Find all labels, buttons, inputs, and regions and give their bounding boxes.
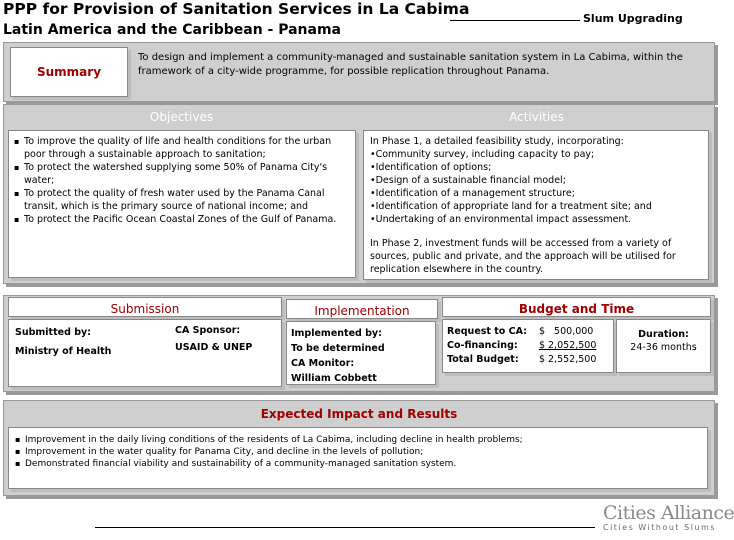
activity-item: •Design of a sustainable financial model; (370, 175, 566, 186)
budget-row-value: $ 500,000 (538, 326, 594, 337)
impact-item: ▪ Demonstrated financial viability and sustainability of a community-managed sanitation system. (15, 458, 701, 470)
budget-row-value: $ 2,052,500 (538, 340, 597, 351)
impact-header: Expected Impact and Results (260, 407, 458, 421)
activities-intro: In Phase 1, a detailed feasibility study, incorporating: (370, 136, 624, 147)
impact-item: ▪ Improvement in the water quality for Panama City, and decline in the levels of pollution; (15, 446, 701, 458)
footer-rule (95, 527, 595, 528)
summary-text: To design and implement a community-managed and sustainable sanitation system in La Cabima, within the framework of a city-wide programme, for possible replication throughout Panama. (138, 52, 683, 77)
objectives-activities-section (3, 104, 715, 284)
submitted-by-value: Ministry of Health (15, 346, 112, 357)
activity-item: •Identification of options; (370, 162, 492, 173)
submission-header: Submission (110, 302, 180, 316)
objective-item: ▪ To protect the Pacific Ocean Coastal Zones of the Gulf of Panama. (14, 213, 350, 226)
submission-box (8, 319, 282, 387)
objective-item: ▪ To improve the quality of life and health conditions for the urban poor through a sustainable approach to sanitation; (14, 135, 350, 161)
budget-table (447, 325, 600, 367)
summary-label-box (10, 47, 128, 97)
details-section (3, 295, 715, 392)
page-title: PPP for Provision of Sanitation Services in La Cabima (3, 0, 470, 18)
title-rule (450, 20, 580, 21)
budget-row-label: Request to CA: (447, 326, 527, 337)
budget-box (442, 319, 614, 373)
logo-tagline: Cities Without Slums (603, 523, 716, 532)
duration-value: 24-36 months (630, 342, 697, 353)
activities-phase2: In Phase 2, investment funds will be accessed from a variety of sources, public and private, and the approach will be utilised for replication elsewhere in the country. (370, 238, 676, 275)
objectives-list (14, 135, 350, 226)
objective-item: ▪ To protect the watershed supplying some 50% of Panama City's water; (14, 161, 350, 187)
budget-row (447, 353, 600, 367)
impact-item: ▪ Improvement in the daily living conditions of the residents of La Cabima, including decline in health problems; (15, 434, 701, 446)
activities-box (363, 130, 709, 280)
budget-row-label: Total Budget: (447, 354, 519, 365)
impact-section (3, 400, 715, 496)
budget-row-value: $ 2,552,500 (538, 354, 597, 365)
implemented-by-label: Implemented by: (291, 328, 382, 339)
impact-box (8, 427, 708, 489)
objectives-box (8, 130, 356, 278)
summary-label: Summary (36, 65, 102, 79)
objectives-header: Objectives (149, 110, 214, 124)
activity-item: •Undertaking of an environmental impact assessment. (370, 214, 632, 225)
ca-sponsor-value: USAID & UNEP (175, 342, 253, 353)
duration-label: Duration: (638, 329, 689, 340)
activity-item: •Identification of a management structure; (370, 188, 575, 199)
activity-item: •Community survey, including capacity to pay; (370, 149, 595, 160)
cities-alliance-logo (603, 502, 734, 532)
objective-item: ▪ To protect the quality of fresh water used by the Panama Canal transit, which is the primary source of national income; and (14, 187, 350, 213)
submitted-by-label: Submitted by: (15, 327, 91, 338)
category-tag: Slum Upgrading (583, 12, 683, 25)
duration-box (616, 319, 711, 373)
impact-list (15, 434, 701, 470)
implemented-by-value: To be determined (291, 343, 385, 354)
implementation-header: Implementation (314, 304, 410, 318)
budget-header-box (442, 297, 711, 317)
summary-section (3, 42, 715, 102)
budget-row (447, 325, 600, 339)
logo-name: Cities Alliance (603, 502, 734, 524)
activity-item: •Identification of appropriate land for a treatment site; and (370, 201, 652, 212)
budget-row (447, 339, 600, 353)
ca-monitor-label: CA Monitor: (291, 358, 355, 369)
submission-header-box (8, 297, 282, 317)
budget-header: Budget and Time (518, 302, 635, 316)
budget-row-label: Co-financing: (447, 340, 518, 351)
implementation-header-box (286, 299, 438, 319)
ca-monitor-value: William Cobbett (291, 373, 377, 384)
activities-header: Activities (509, 110, 564, 124)
ca-sponsor-label: CA Sponsor: (175, 325, 241, 336)
page-subtitle: Latin America and the Caribbean - Panama (3, 22, 341, 38)
implementation-box (286, 321, 436, 385)
